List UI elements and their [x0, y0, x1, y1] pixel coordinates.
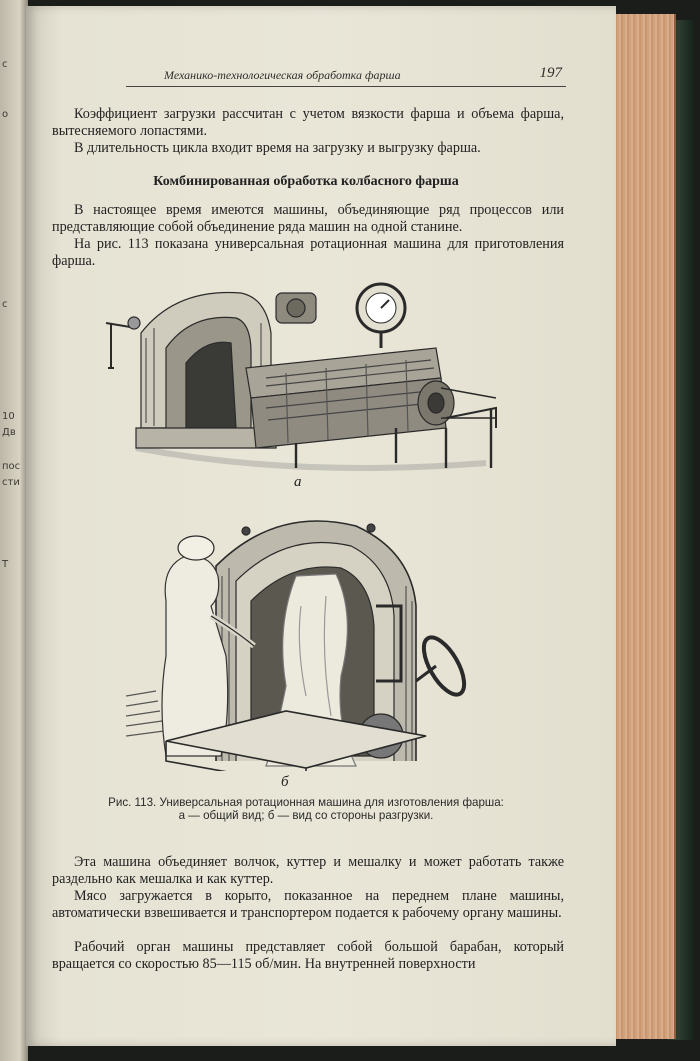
- previous-page-sliver: [0, 0, 28, 1061]
- figure-caption-legend: а — общий вид; б — вид со стороны разгрузки.: [178, 809, 434, 822]
- paragraph: Коэффициент загрузки рассчитан с учетом вязкости фарша и объема фарша, вытесняемого лопастями.: [52, 106, 564, 139]
- figure-caption: [86, 796, 526, 822]
- running-header: [126, 64, 566, 87]
- paragraph: На рис. 113 показана универсальная ротационная машина для приготовления фарша.: [52, 236, 564, 269]
- prev-page-fragment: Дв: [2, 427, 16, 438]
- paragraph: Мясо загружается в корыто, показанное на переднем плане машины, автоматически взвешивается и транспортером подается к рабочему органу машины.: [52, 888, 564, 921]
- book-page: [26, 6, 616, 1046]
- figure-caption-title: Рис. 113. Универсальная ротационная машина для изготовления фарша:: [108, 796, 504, 809]
- paragraph: В длительность цикла входит время на загрузку и выгрузку фарша.: [74, 140, 481, 156]
- machine-unloading-side-illustration: [126, 506, 486, 771]
- prev-page-fragment: с: [2, 59, 8, 70]
- paragraph: В настоящее время имеются машины, объединяющие ряд процессов или представляющие собой объединение ряда машин на одной станине.: [52, 202, 564, 235]
- prev-page-fragment: пос: [2, 461, 21, 472]
- prev-page-fragment: о: [2, 109, 9, 120]
- section-heading: Комбинированная обработка колбасного фарша: [153, 174, 459, 189]
- prev-page-fragment: 10: [2, 411, 15, 422]
- paragraph: Эта машина объединяет волчок, куттер и мешалку и может работать также раздельно как мешалка и как куттер.: [52, 854, 564, 887]
- prev-page-fragment: сти: [2, 477, 20, 488]
- figure-label-b: б: [281, 774, 289, 790]
- running-title: Механико-технологическая обработка фарша: [164, 68, 401, 82]
- paragraph: Рабочий орган машины представляет собой большой барабан, который вращается со скоростью 85—115 об/мин. На внутренней поверхности: [52, 939, 564, 972]
- page-number: 197: [539, 65, 562, 81]
- machine-general-view-illustration: [96, 278, 506, 478]
- figure-label-a: а: [294, 474, 302, 490]
- page-stack-edge: [612, 14, 676, 1039]
- prev-page-fragment: Т: [2, 559, 9, 570]
- prev-page-fragment: с: [2, 299, 8, 310]
